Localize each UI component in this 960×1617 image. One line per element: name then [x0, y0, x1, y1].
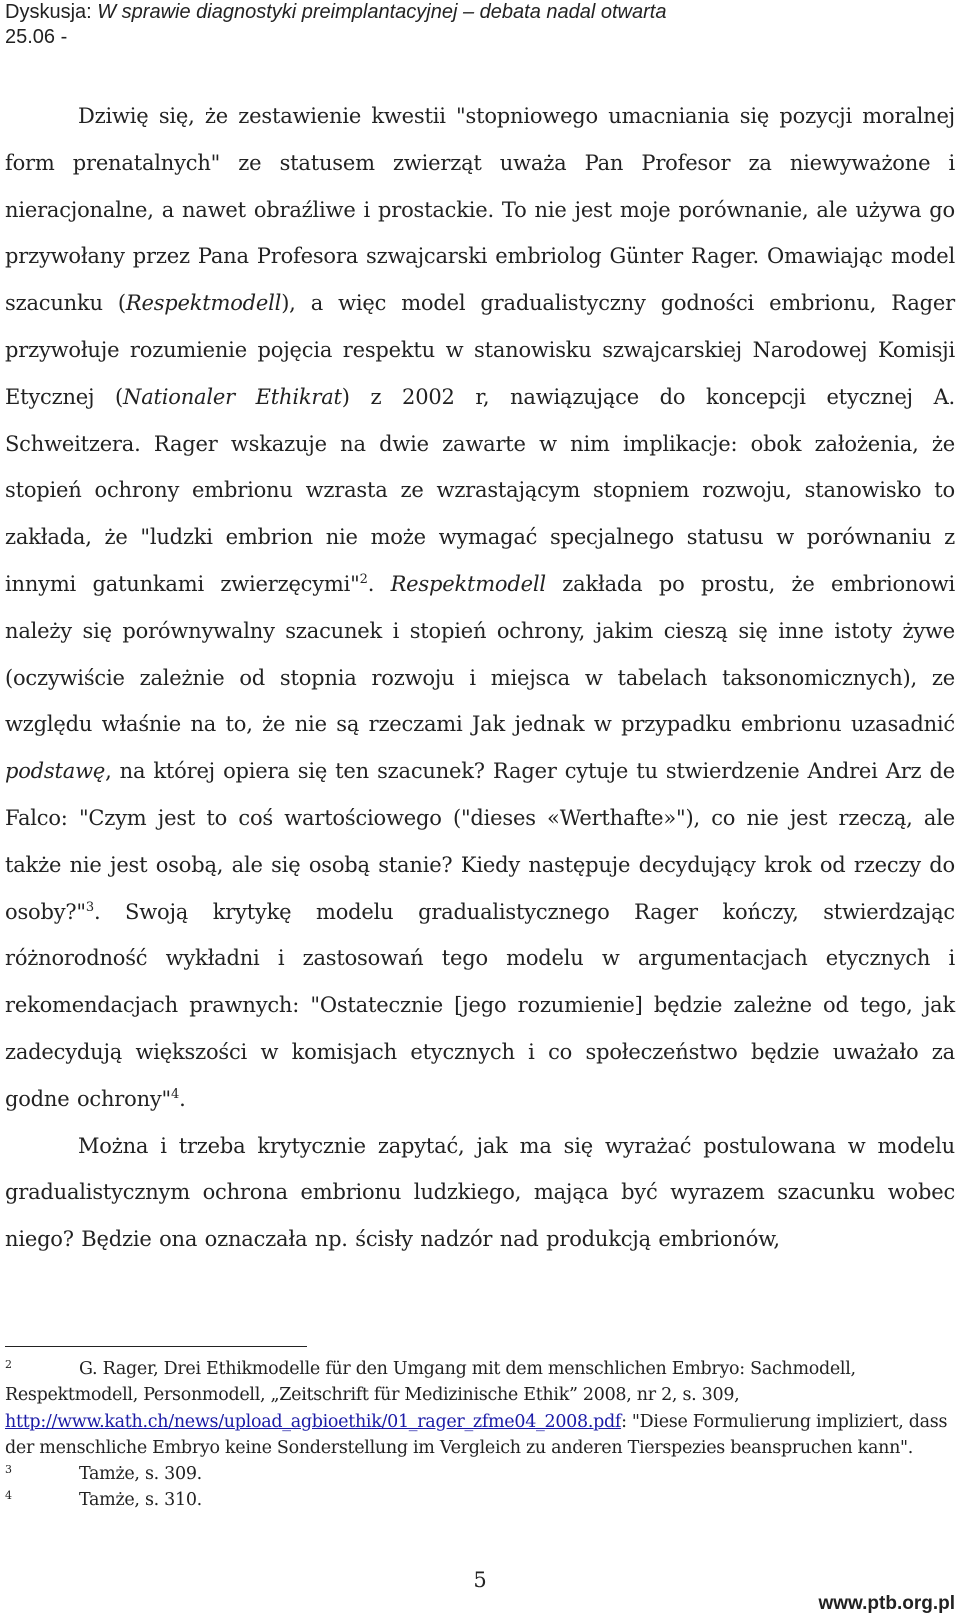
footnote-link[interactable]: http://www.kath.ch/news/upload_agbioethik/01_rager_zfme04_2008.pdf — [5, 1411, 622, 1432]
body-text — [5, 93, 955, 1263]
footnote-3: 3 Tamże, s. 309. — [5, 1463, 202, 1485]
footnote-text-after: : "Diese Formulierung impliziert, dass der menschliche Embryo keine Sonderstellung im Vergleich zu anderen Tierspezies beanspruchen kann". — [5, 1411, 948, 1458]
p1-text-8: . — [179, 1086, 186, 1111]
p1-text-4: . — [367, 571, 391, 596]
footnote-ref-4[interactable]: 4 — [171, 1086, 180, 1102]
footnote-separator — [5, 1346, 307, 1347]
page-number: 5 — [473, 1568, 487, 1592]
header-title: W sprawie diagnostyki preimplantacyjnej – debata nadal otwarta — [97, 1, 667, 23]
term-respektmodell: Respektmodell — [125, 291, 282, 316]
header-date: 25.06 - — [5, 26, 68, 48]
p1-text-7: . Swoją krytykę modelu gradualistycznego Rager kończy, stwierdzając różnorodność wykładni i zastosowań tego modelu w argumentacjach etycznych i rekomendacjach prawnych: "Ostatecznie [jego rozumienie] będzie zależne od tego, jak zadecydują większości w komisjach etycznych i co społeczeństwo będzie uważało za godne ochrony" — [5, 899, 955, 1111]
header-label: Dyskusja: — [5, 1, 98, 23]
p1-text-3: ) z 2002 r, nawiązujące do koncepcji etycznej A. Schweitzera. Rager wskazuje na dwie zawarte w nim implikacje: obok założenia, że stopień ochrony embrionu wzrasta ze wzrastającym stopniem rozwoju, stanowisko to zakłada, że "ludzki embrion nie może wymagać specjalnego statusu w porównaniu z innymi gatunkami zwierzęcymi" — [5, 384, 956, 596]
footnote-ref-2[interactable]: 2 — [359, 571, 368, 587]
p1-text-1: Dziwię się, że zestawienie kwestii "stopniowego umacniania się pozycji moralnej form prenatalnych" ze statusem zwierząt uważa Pan Profesor za niewyważone i nieracjonalne, a nawet obraźliwe i prostackie. To nie jest moje porównanie, ale używa go przywołany przez Pana Profesora szwajcarski embriolog Günter Rager. Omawiając model szacunku ( — [5, 104, 955, 316]
footnote-ref-3[interactable]: 3 — [85, 899, 94, 915]
running-header — [5, 0, 666, 50]
paragraph-1 — [5, 93, 955, 1123]
paragraph-2: Można i trzeba krytycznie zapytać, jak ma się wyrażać postulowana w modelu gradualistycznym ochrona embrionu ludzkiego, mająca być wyrazem szacunku wobec niego? Będzie ona oznaczała np. ścisły nadzór nad produkcją embrionów, — [5, 1133, 955, 1252]
term-nationaler-ethikrat: Nationaler Ethikrat — [123, 384, 342, 409]
p1-text-2: ), a więc model gradualistyczny godności embrionu, Rager przywołuje rozumienie pojęcia respektu w stanowisku szwajcarskiej Narodowej Komisji Etycznej ( — [5, 291, 955, 409]
p1-text-5: zakłada po prostu, że embrionowi należy się porównywalny szacunek i stopień ochrony, jakim cieszą się inne istoty żywe (oczywiście zależnie od stopnia rozwoju i miejsca w tabelach taksonomicznych), ze względu właśnie na to, że nie są rzeczami Jak jednak w przypadku embrionu uzasadnić — [5, 571, 956, 737]
p1-text-6: , na której opiera się ten szacunek? Rager cytuje tu stwierdzenie Andrei Arz de Falco: "Czym jest to coś wartościowego ("dieses «Werthafte»"), co nie jest rzeczą, ale także nie jest osobą, ale się osobą stanie? Kiedy następuje decydujący krok od rzeczy do osoby?" — [5, 759, 955, 924]
term-respektmodell-2: Respektmodell — [390, 571, 546, 596]
footnote-text: Tamże, s. 310. — [79, 1490, 202, 1511]
header-title-line — [5, 0, 666, 25]
footnotes — [5, 1356, 955, 1514]
term-podstawe: podstawę — [5, 759, 106, 784]
footnote-text: Tamże, s. 309. — [79, 1464, 202, 1485]
footnote-2: 2 G. Rager, Drei Ethikmodelle für den Umgang mit dem menschlichen Embryo: Sachmodell, Respektmodell, Personmodell, „Zeitschrift für Medizinische Ethik” 2008, nr 2, s. 309, http://www.kath.ch/news/upload_agbioethik/01_rager_zfme04_2008.pdf: "Diese Formulierung impliziert, dass der menschliche Embryo keine Sonderstellung im Vergleich zu anderen Tierspezies beanspruchen kann". — [5, 1358, 948, 1458]
footnote-text: G. Rager, Drei Ethikmodelle für den Umgang mit dem menschlichen Embryo: Sachmodell, Respektmodell, Personmodell, „Zeitschrift für Medizinische Ethik” 2008, nr 2, s. 309, — [5, 1359, 856, 1406]
site-url: www.ptb.org.pl — [818, 1593, 955, 1614]
footnote-4: 4 Tamże, s. 310. — [5, 1489, 202, 1511]
